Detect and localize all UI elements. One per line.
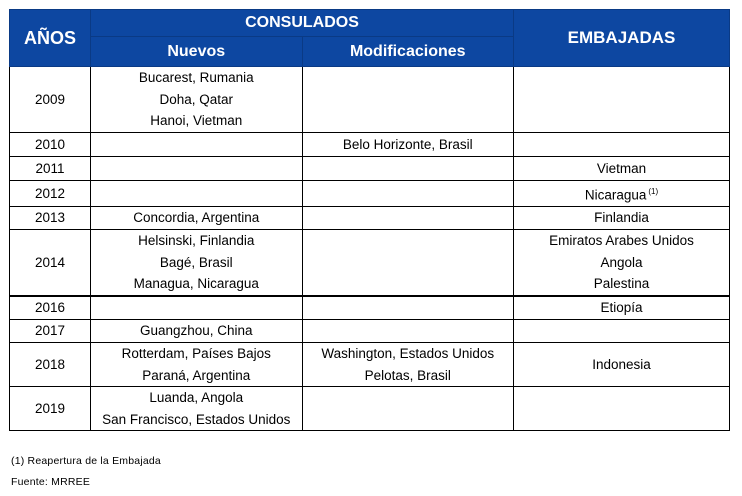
year-cell: 2011 (10, 157, 91, 181)
year-cell: 2014 (10, 230, 91, 296)
consulates-embassies-table (9, 9, 730, 431)
footnote-marker: (1) (648, 187, 659, 196)
nuevos-entry: Luanda, Angola (149, 390, 244, 405)
header-modificaciones: Modificaciones (302, 37, 514, 67)
table-row (10, 181, 730, 207)
embajadas-entry: Finlandia (594, 210, 649, 226)
embajadas-entry: Nicaragua (584, 187, 647, 203)
table-body (10, 67, 730, 431)
embajadas-entry: Etiopía (600, 300, 643, 315)
nuevos-entry: Guangzhou, China (139, 323, 253, 339)
modificaciones-cell (302, 296, 514, 320)
modificaciones-entry: Belo Horizonte, Brasil (342, 136, 473, 152)
year-cell: 2019 (10, 387, 91, 431)
embajadas-cell (514, 230, 730, 296)
nuevos-cell (91, 207, 303, 230)
nuevos-cell (91, 343, 303, 387)
nuevos-entry: San Francisco, Estados Unidos (102, 411, 291, 427)
year-cell: 2010 (10, 133, 91, 157)
nuevos-entry: Hanoi, Vietman (150, 113, 243, 129)
nuevos-cell (91, 133, 303, 157)
nuevos-cell (91, 181, 303, 207)
modificaciones-cell (302, 320, 514, 343)
modificaciones-entry: Washington, Estados Unidos (321, 346, 495, 361)
embajadas-cell (514, 67, 730, 133)
table-row (10, 320, 730, 343)
embajadas-entry: Indonesia (592, 356, 651, 372)
header-row-top (10, 10, 730, 37)
year-cell: 2017 (10, 320, 91, 343)
table-row (10, 230, 730, 296)
embajadas-cell (514, 320, 730, 343)
year-cell: 2016 (10, 296, 91, 320)
embajadas-entry: Palestina (593, 276, 650, 291)
embajadas-entry: Vietman (596, 160, 647, 176)
footnote-reapertura: (1) Reapertura de la Embajada (11, 455, 161, 467)
modificaciones-cell (302, 387, 514, 431)
modificaciones-cell (302, 343, 514, 387)
embajadas-entry: Emiratos Arabes Unidos (549, 233, 694, 248)
modificaciones-entry: Pelotas, Brasil (364, 367, 451, 383)
nuevos-cell (91, 387, 303, 431)
year-cell: 2009 (10, 67, 91, 133)
table-row (10, 133, 730, 157)
nuevos-cell (91, 157, 303, 181)
header-nuevos: Nuevos (91, 37, 303, 67)
year-cell: 2018 (10, 343, 91, 387)
embajadas-cell (514, 207, 730, 230)
nuevos-cell (91, 320, 303, 343)
nuevos-entry: Managua, Nicaragua (133, 276, 259, 291)
nuevos-entry: Helsinski, Finlandia (138, 233, 255, 248)
modificaciones-cell (302, 181, 514, 207)
modificaciones-cell (302, 67, 514, 133)
modificaciones-cell (302, 157, 514, 181)
nuevos-cell (91, 230, 303, 296)
nuevos-entry: Bucarest, Rumania (138, 70, 254, 86)
footnote-source: Fuente: MRREE (11, 476, 91, 488)
modificaciones-cell (302, 207, 514, 230)
nuevos-entry: Rotterdam, Países Bajos (121, 346, 271, 361)
embajadas-cell (514, 157, 730, 181)
modificaciones-cell (302, 230, 514, 296)
header-consulados: CONSULADOS (91, 10, 514, 37)
nuevos-entry: Bagé, Brasil (159, 254, 233, 270)
nuevos-cell (91, 67, 303, 133)
nuevos-entry: Doha, Qatar (159, 91, 234, 107)
table-row (10, 343, 730, 387)
header-years: AÑOS (10, 10, 91, 67)
table-row (10, 67, 730, 133)
embajadas-cell (514, 387, 730, 431)
embajadas-cell (514, 343, 730, 387)
year-cell: 2012 (10, 181, 91, 207)
nuevos-entry: Concordia, Argentina (133, 210, 260, 226)
embajadas-cell (514, 133, 730, 157)
table-row (10, 387, 730, 431)
embajadas-cell (514, 181, 730, 207)
nuevos-cell (91, 296, 303, 320)
table-row (10, 207, 730, 230)
nuevos-entry: Paraná, Argentina (142, 367, 251, 383)
modificaciones-cell (302, 133, 514, 157)
table-row (10, 157, 730, 181)
table-row (10, 296, 730, 320)
embajadas-entry: Angola (600, 254, 643, 270)
embajadas-cell (514, 296, 730, 320)
year-cell: 2013 (10, 207, 91, 230)
header-embajadas: EMBAJADAS (514, 10, 730, 67)
